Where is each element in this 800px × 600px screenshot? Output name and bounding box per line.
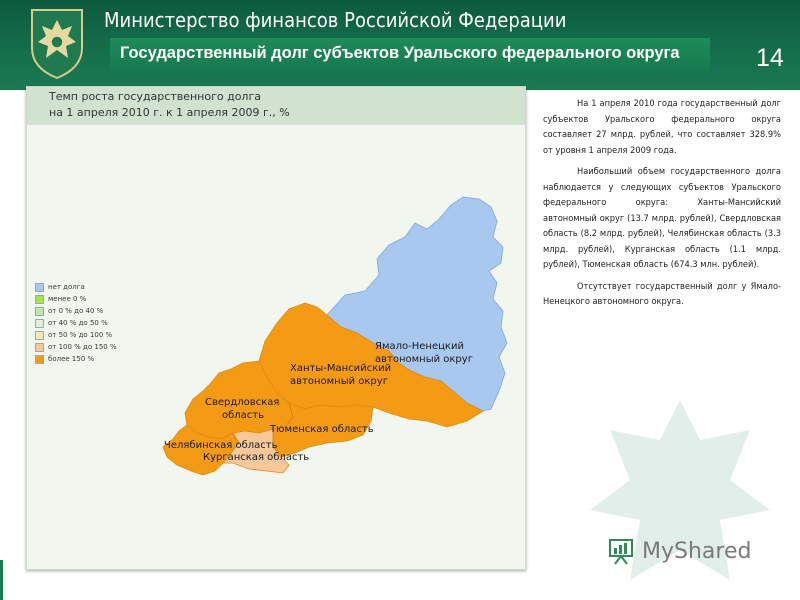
presentation-board-icon bbox=[606, 536, 636, 566]
legend-label: от 50 % до 100 % bbox=[48, 331, 113, 339]
label-tyumen: Тюменская область bbox=[270, 424, 374, 435]
left-decor-stripe bbox=[0, 560, 3, 600]
summary-paragraph-2: Наибольший объем государственного долга наблюдается у следующих субъектов Уральского федерального округа: Ханты-Мансийский автономный округ (13.7 млрд. рублей), Свердловская область (8.2 млрд. рублей), Челябинская область (3.3 млрд. рублей), Курганская область (1.1 млрд. рублей), Тюменская область (674.3 млн. рублей). bbox=[543, 166, 781, 270]
label-yamal-2: автономный округ bbox=[375, 354, 473, 365]
map-title-line2: на 1 апреля 2010 г. к 1 апреля 2009 г., % bbox=[49, 106, 290, 119]
label-khmao-2: автономный округ bbox=[290, 376, 388, 387]
map-legend bbox=[35, 281, 117, 365]
watermark-text: MyShared bbox=[642, 538, 752, 564]
legend-item-no-debt bbox=[35, 281, 117, 293]
background-emblem-icon bbox=[560, 380, 800, 600]
legend-item-50-100 bbox=[35, 329, 117, 341]
legend-label: от 100 % до 150 % bbox=[48, 343, 117, 351]
legend-swatch bbox=[35, 295, 44, 304]
legend-swatch bbox=[35, 355, 44, 364]
label-chelyab: Челябинская область bbox=[164, 440, 278, 451]
legend-item-0-40 bbox=[35, 305, 117, 317]
label-sverd-1: Свердловская bbox=[205, 397, 280, 408]
summary-paragraph-1: На 1 апреля 2010 года государственный долг субъектов Уральского федерального округа составляет 27 млрд. рублей, что составляет 328.9% от уровня 1 апреля 2009 года. bbox=[543, 98, 781, 156]
legend-label: от 40 % до 50 % bbox=[48, 319, 108, 327]
slide-header bbox=[0, 0, 800, 90]
label-khmao-1: Ханты-Мансийский bbox=[290, 363, 392, 374]
legend-swatch bbox=[35, 331, 44, 340]
summary-text bbox=[543, 96, 781, 316]
label-yamal-1: Ямало-Ненецкий bbox=[375, 341, 464, 352]
legend-swatch bbox=[35, 343, 44, 352]
legend-label: менее 0 % bbox=[48, 295, 87, 303]
map-panel bbox=[26, 86, 526, 570]
legend-item-40-50 bbox=[35, 317, 117, 329]
page-number: 14 bbox=[756, 44, 784, 72]
legend-label: нет долга bbox=[48, 283, 85, 291]
legend-swatch bbox=[35, 319, 44, 328]
label-sverd-2: область bbox=[222, 410, 265, 421]
summary-paragraph-3: Отсутствует государственный долг у Ямало-Ненецкого автономного округа. bbox=[543, 280, 781, 307]
ministry-name: Министерство финансов Российской Федерации bbox=[104, 8, 567, 32]
map-title-line1: Темп роста государственного долга bbox=[49, 90, 261, 103]
slide-title: Государственный долг субъектов Уральского федерального округа bbox=[120, 44, 680, 62]
legend-item-less-0 bbox=[35, 293, 117, 305]
ministry-emblem-icon bbox=[26, 4, 88, 80]
label-kurgan: Курганская область bbox=[203, 452, 310, 463]
legend-item-100-150 bbox=[35, 341, 117, 353]
legend-swatch bbox=[35, 307, 44, 316]
myshared-logo bbox=[606, 536, 751, 566]
legend-label: более 150 % bbox=[48, 355, 95, 363]
legend-item-over-150 bbox=[35, 353, 117, 365]
legend-swatch bbox=[35, 283, 44, 292]
legend-label: от 0 % до 40 % bbox=[48, 307, 104, 315]
